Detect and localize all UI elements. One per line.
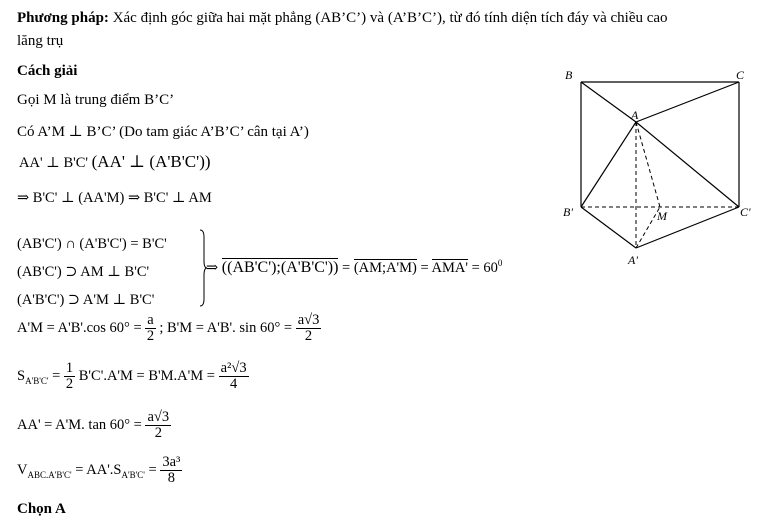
solution-title: Cách giải — [17, 63, 78, 79]
system-result-angle-ama: AMA' — [431, 259, 468, 276]
eq1-frac-den: 2 — [146, 328, 155, 345]
label-bp: B' — [563, 205, 573, 219]
eq4-frac-num: 3a³ — [162, 454, 181, 470]
eq4-frac-den: 8 — [167, 470, 175, 487]
eq2-eq: = — [52, 368, 61, 385]
label-ap: A' — [628, 253, 638, 266]
eq1-fraction — [145, 313, 155, 344]
eq4-right: = AA'.S — [75, 462, 122, 479]
eq2-frac2-num: a²√3 — [220, 360, 247, 376]
equation-2 — [17, 361, 249, 392]
system-result-eq-2: = — [420, 259, 429, 276]
solution-line-3 — [19, 152, 211, 172]
eq3-fraction — [145, 410, 171, 441]
system-result-value: = 60 — [471, 259, 498, 276]
edge-acp — [636, 122, 739, 207]
line3-a: AA' ⊥ B'C' — [19, 155, 89, 171]
method-text-2: lăng trụ — [17, 33, 64, 49]
label-a: A — [631, 108, 639, 122]
label-m: M — [657, 209, 667, 223]
method-label: Phương pháp: — [17, 10, 109, 26]
label-cp: C' — [740, 205, 751, 219]
edge-bpap — [581, 207, 636, 248]
eq2-frac2-den: 4 — [229, 376, 238, 393]
system-result-eq-1: = — [342, 259, 351, 276]
system-result-angle-lines: (AM;A'M) — [353, 259, 417, 276]
equation-4 — [17, 455, 182, 486]
solution-line-2: Có A’M ⊥ B’C’ (Do tam giác A’B’C’ cân tại A’) — [17, 124, 309, 140]
eq3-frac-den: 2 — [154, 425, 162, 442]
answer: Chọn A — [17, 501, 66, 517]
eq2-s: S — [17, 368, 26, 385]
eq4-sub: ABC.A'B'C' — [27, 469, 72, 480]
system-line-2: (AB'C') ⊃ AM ⊥ B'C' — [17, 264, 150, 280]
system-result — [206, 258, 502, 277]
eq4-v: V — [17, 462, 28, 479]
edge-abp — [581, 122, 636, 207]
prism-figure — [560, 66, 755, 266]
eq2-frac-den: 2 — [65, 376, 74, 393]
system-result-degree: 0 — [497, 258, 503, 268]
eq2-frac-num: 1 — [65, 360, 74, 376]
solution-line-1: Gọi M là trung điểm B’C’ — [17, 92, 175, 108]
eq2-fraction — [64, 361, 75, 392]
system-result-angle-planes: ((AB'C');(A'B'C')) — [221, 258, 339, 276]
system-line-3: (A'B'C') ⊃ A'M ⊥ B'C' — [17, 292, 155, 308]
edge-ca — [636, 82, 739, 122]
line3-b: (AA' ⊥ (A'B'C')) — [91, 152, 211, 171]
eq2-right: B'C'.A'M = B'M.A'M = — [78, 368, 215, 385]
eq1-right: ; B'M = A'B'. sin 60° = — [159, 320, 293, 337]
method-text: Xác định góc giữa hai mặt phẳng (AB’C’) và (A’B’C’), từ đó tính diện tích đáy và chiều cao — [112, 10, 668, 26]
equation-1 — [17, 313, 321, 344]
eq4-eq: = — [148, 462, 157, 479]
eq2-sub: A'B'C' — [25, 375, 49, 386]
eq3-frac-num: a√3 — [147, 409, 170, 425]
eq1-frac2-num: a√3 — [297, 312, 320, 328]
label-c: C — [736, 68, 745, 82]
edge-ba — [581, 82, 636, 122]
edge-am-dashed — [636, 122, 660, 207]
method-line — [17, 10, 668, 27]
edge-cpap — [636, 207, 739, 248]
eq4-sub-2: A'B'C' — [121, 469, 145, 480]
equation-3 — [17, 410, 171, 441]
eq1-frac2-den: 2 — [304, 328, 313, 345]
eq1-frac-num: a — [147, 312, 154, 328]
system-result-implies: ⇒ — [206, 259, 219, 276]
eq1-left: A'M = A'B'.cos 60° = — [17, 320, 142, 337]
solution-line-4: ⇒ B'C' ⊥ (AA'M) ⇒ B'C' ⊥ AM — [17, 190, 212, 206]
eq2-fraction-2 — [219, 361, 249, 392]
eq4-fraction — [160, 455, 182, 486]
system-block — [17, 230, 167, 314]
eq3-left: AA' = A'M. tan 60° = — [17, 417, 142, 434]
eq1-fraction-2 — [296, 313, 322, 344]
system-line-1: (AB'C') ∩ (A'B'C') = B'C' — [17, 236, 167, 252]
label-b: B — [565, 68, 573, 82]
